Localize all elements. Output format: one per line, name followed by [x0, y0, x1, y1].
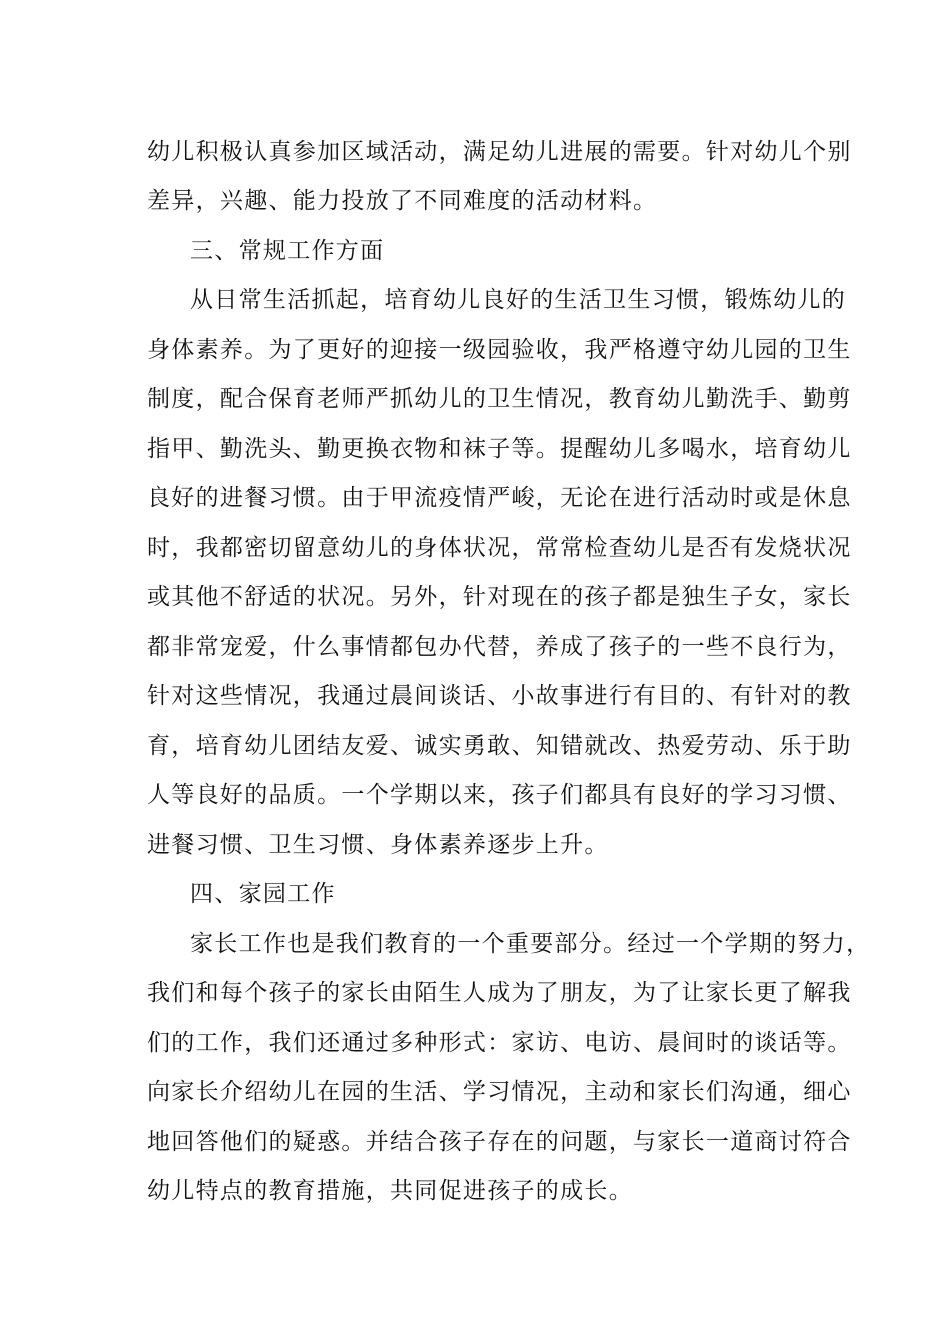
text-line: 地回答他们的疑惑。并结合孩子存在的问题，与家长一道商讨符合 — [147, 1129, 852, 1155]
text-line: 向家长介绍幼儿在园的生活、学习情况，主动和家长们沟通，细心 — [147, 1079, 852, 1105]
text-line: 时，我都密切留意幼儿的身体状况，常常检查幼儿是否有发烧状况 — [147, 535, 852, 561]
paragraph-first-line: 家长工作也是我们教育的一个重要部分。经过一个学期的努力， — [190, 931, 871, 957]
text-line: 进餐习惯、卫生习惯、身体素养逐步上升。 — [147, 832, 609, 858]
text-line: 制度，配合保育老师严抓幼儿的卫生情况，教育幼儿勤洗手、勤剪 — [147, 386, 852, 412]
section-heading: 四、家园工作 — [190, 881, 336, 907]
text-line: 幼儿特点的教育措施，共同促进孩子的成长。 — [147, 1178, 633, 1204]
text-line: 针对这些情况，我通过晨间谈话、小故事进行有目的、有针对的教 — [147, 683, 852, 709]
text-line: 我们和每个孩子的家长由陌生人成为了朋友，为了让家长更了解我 — [147, 980, 852, 1006]
paragraph-first-line: 从日常生活抓起，培育幼儿良好的生活卫生习惯，锻炼幼儿的 — [190, 287, 847, 313]
text-line: 指甲、勤洗头、勤更换衣物和袜子等。提醒幼儿多喝水，培育幼儿 — [147, 436, 852, 462]
text-line: 良好的进餐习惯。由于甲流疫情严峻，无论在进行活动时或是休息 — [147, 485, 852, 511]
text-line: 或其他不舒适的状况。另外，针对现在的孩子都是独生子女，家长 — [147, 584, 852, 610]
text-line: 育，培育幼儿团结友爱、诚实勇敢、知错就改、热爱劳动、乐于助 — [147, 733, 852, 759]
text-line: 人等良好的品质。一个学期以来，孩子们都具有良好的学习习惯、 — [147, 782, 852, 808]
text-line: 幼儿积极认真参加区域活动，满足幼儿进展的需要。针对幼儿个别 — [147, 139, 852, 165]
section-heading: 三、常规工作方面 — [190, 238, 385, 264]
text-line: 身体素养。为了更好的迎接一级园验收，我严格遵守幼儿园的卫生 — [147, 337, 852, 363]
text-line: 们的工作，我们还通过多种形式：家访、电访、晨间时的谈话等。 — [147, 1030, 852, 1056]
text-line: 差异，兴趣、能力投放了不同难度的活动材料。 — [147, 188, 658, 214]
text-line: 都非常宠爱，什么事情都包办代替，养成了孩子的一些不良行为， — [147, 634, 852, 660]
